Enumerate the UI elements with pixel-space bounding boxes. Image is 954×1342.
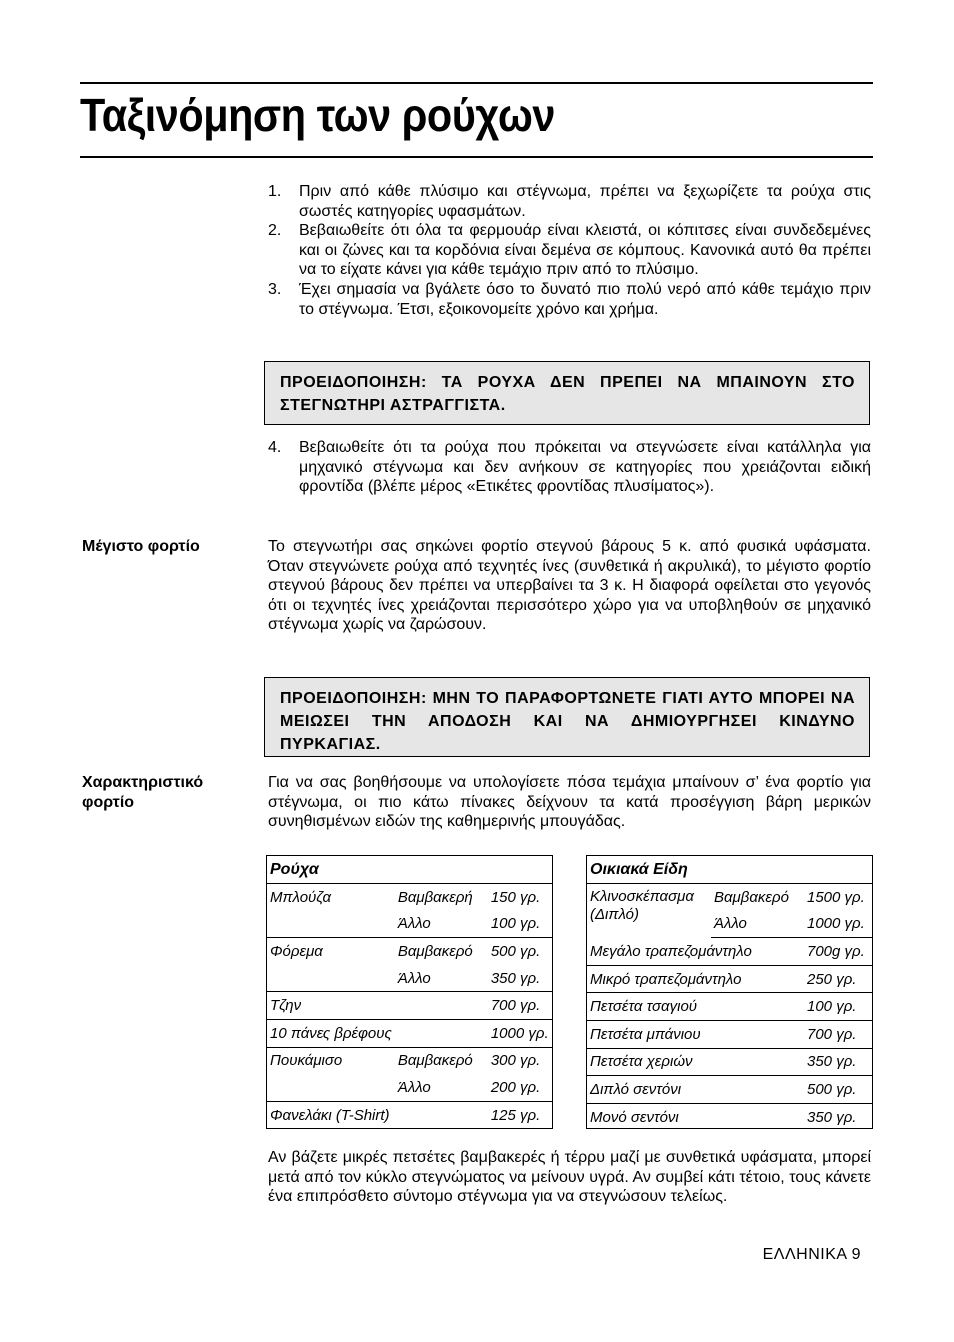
table-row: Φόρεμα Βαμβακερό 500 γρ.: [270, 942, 541, 960]
table-row: Άλλο 1000 γρ.: [587, 911, 872, 938]
warning-box-wring: [264, 361, 870, 425]
table-row: Πετσέτα τσαγιού 100 γρ.: [587, 993, 872, 1021]
clothes-table: [267, 856, 552, 1128]
table-row: Κλινοσκέπασμα (Διπλό) Βαμβακερό 1500 γρ.: [590, 888, 865, 923]
page-title: Ταξινόμηση των ρούχων: [80, 89, 555, 141]
table-row: Τζην 700 γρ.: [267, 992, 552, 1020]
warning-box-overload: [264, 677, 870, 757]
table-row: Μπλούζα Βαμβακερή 150 γρ.: [270, 888, 541, 906]
table-header: Ρούχα: [267, 856, 552, 884]
list-item: 2. Βεβαιωθείτε ότι όλα τα φερμουάρ είναι κλειστά, οι κόπιτσες είναι συνδεδεμένες και οι ζώνες και τα κορδόνια είναι δεμένα σε κόμπους. Κανονικά αυτό θα πρέπει να το είχατε κάνει για κάθε τεμάχιο πριν από το πλύσιμο.: [268, 222, 871, 279]
table-row: 10 πάνες βρέφους 1000 γρ.: [267, 1019, 552, 1047]
title-underline: [80, 156, 873, 158]
instructions-list-1: [268, 182, 871, 319]
list-item: 1. Πριν από κάθε πλύσιμο και στέγνωμα, πρέπει να ξεχωρίζετε τα ρούχα στις σωστές κατηγορίες υφασμάτων.: [268, 183, 871, 220]
typical-load-heading: Χαρακτηριστικό φορτίο: [82, 774, 204, 811]
warning-text: ΠΡΟΕΙΔΟΠΟΙΗΣΗ: ΤΑ ΡΟΥΧΑ ΔΕΝ ΠΡΕΠΕΙ ΝΑ ΜΠΑΙΝΟΥΝ ΣΤΟ ΣΤΕΓΝΩΤΗΡΙ ΑΣΤΡΑΓΓΙΣΤΑ.: [280, 374, 855, 414]
list-item: 4. Βεβαιωθείτε ότι τα ρούχα που πρόκειται να στεγνώσετε είναι κατάλληλα για μηχανικό στέγνωμα και δεν ανήκουν σε κατηγορίες που χρειάζονται ειδική φροντίδα (βλέπε μέρος «Ετικέτες φροντίδας πλυσίματος»).: [268, 439, 871, 496]
table-row: Μεγάλο τραπεζομάντηλο 700g γρ.: [587, 938, 872, 966]
table-row: Πουκάμισο Βαμβακερό 300 γρ.: [270, 1052, 541, 1070]
max-load-heading: Μέγιστο φορτίο: [82, 538, 200, 555]
household-table: [587, 856, 872, 1130]
table-row: Πετσέτα μπάνιου 700 γρ.: [587, 1020, 872, 1048]
table-row: Μονό σεντόνι 350 γρ.: [590, 1108, 857, 1126]
list-item: 3. Έχει σημασία να βγάλετε όσο το δυνατό πιο πολύ νερό από κάθε τεμάχιο πριν το στέγνωμα. Έτσι, εξοικονομείτε χρόνο και χρήμα.: [268, 280, 871, 318]
table-row: Πετσέτα χεριών 350 γρ.: [587, 1048, 872, 1076]
table-row: Μικρό τραπεζομάντηλο 250 γρ.: [587, 965, 872, 993]
table-row: Διπλό σεντόνι 500 γρ.: [587, 1076, 872, 1104]
table-row: Άλλο 350 γρ.: [267, 965, 552, 992]
warning-text: ΠΡΟΕΙΔΟΠΟΙΗΣΗ: ΜΗΝ ΤΟ ΠΑΡΑΦΟΡΤΩΝΕΤΕ ΓΙΑΤΙ ΑΥΤΟ ΜΠΟΡΕΙ ΝΑ ΜΕΙΩΣΕΙ ΤΗΝ ΑΠΟΔΟΣΗ ΚΑΙ ΝΑ ΔΗΜΙΟΥΡΓΗΣΕΙ ΚΙΝΔΥΝΟ ΠΥΡΚΑΓΙΑΣ.: [280, 690, 855, 753]
instructions-list-2: [268, 438, 871, 497]
table-row: Άλλο 200 γρ.: [267, 1074, 552, 1101]
table-row: Φανελάκι (T-Shirt) 125 γρ.: [270, 1106, 541, 1124]
table-row: Άλλο 100 γρ.: [267, 911, 552, 938]
closing-paragraph: Αν βάζετε μικρές πετσέτες βαμβακερές ή τέρρυ μαζί με συνθετικά υφάσματα, μπορεί μετά από τον κύκλο στεγνώματος να μείνουν υγρά. Αν συμβεί κάτι τέτοιο, τους κάνετε ένα επιπρόσθετο σύντομο στέγνωμα για να στεγνώσουν τελείως.: [268, 1149, 871, 1206]
typical-load-text: Για να σας βοηθήσουμε να υπολογίσετε πόσα τεμάχια μπαίνουν σ’ ένα φορτίο για στέγνωμα, οι πιο κάτω πίνακες δείχνουν τα κατά προσέγγιση βάρη μερικών συνηθισμένων ειδών της καθημερινής μπουγάδας.: [268, 774, 871, 831]
top-rule: [80, 82, 873, 84]
page-footer: ΕΛΛΗΝΙΚΑ 9: [762, 1246, 861, 1263]
table-header: Οικιακά Είδη: [587, 856, 872, 884]
max-load-text: Το στεγνωτήρι σας σηκώνει φορτίο στεγνού βάρους 5 κ. από φυσικά υφάσματα. Όταν στεγνώνετε ρούχα από τεχνητές ίνες (συνθετικά ή ακρυλικά), το μέγιστο φορτίο στεγνού βάρους δεν πρέπει να υπερβαίνει τα 3 κ. Η διαφορά οφείλεται στο γεγονός ότι οι τεχνητές ίνες χρειάζονται περισσότερο χώρο για να υποβληθούν σε μηχανικό στέγνωμα χωρίς να ζαρώσουν.: [268, 538, 871, 634]
